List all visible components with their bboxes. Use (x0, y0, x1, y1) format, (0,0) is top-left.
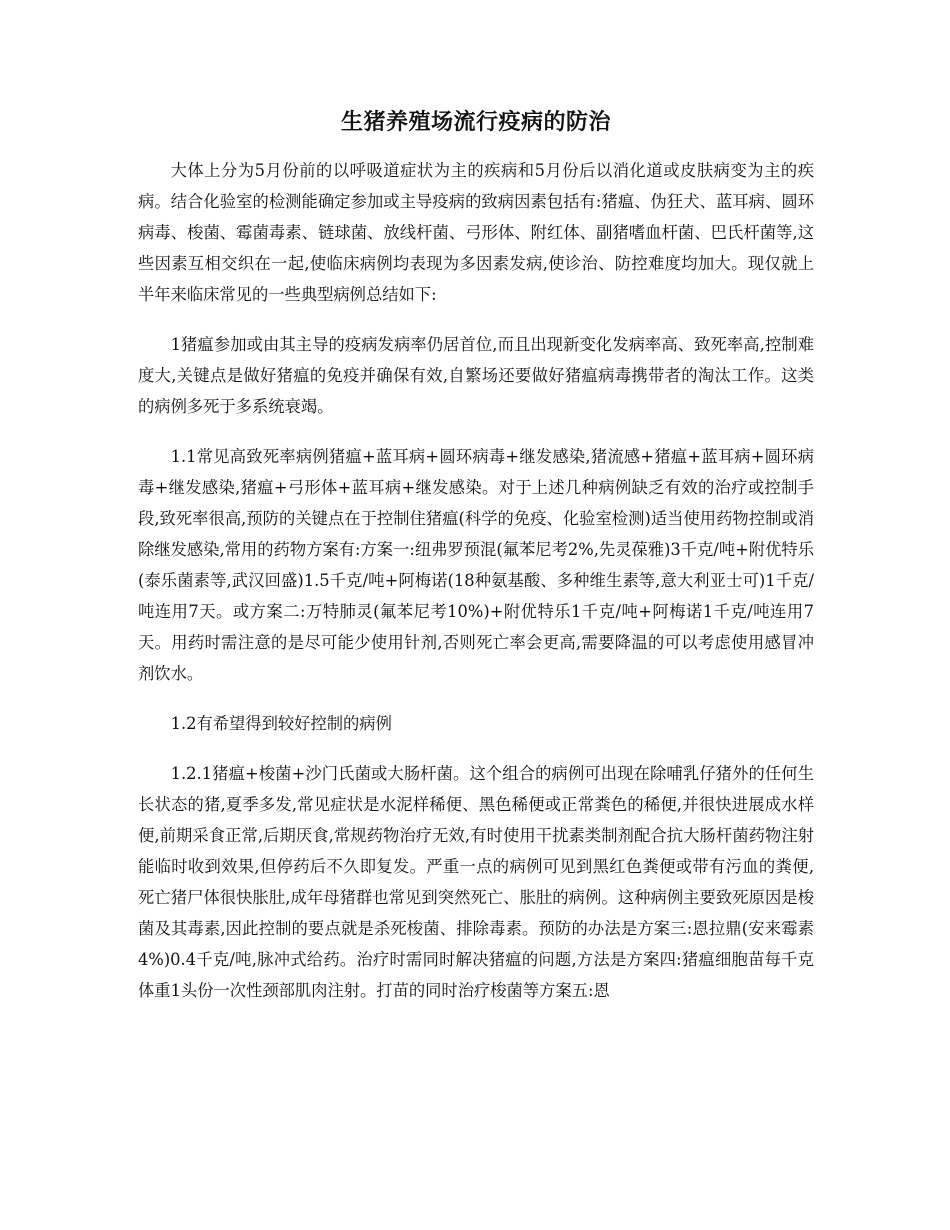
paragraph-section-1-2-1: 1.2.1猪瘟+梭菌+沙门氏菌或大肠杆菌。这个组合的病例可出现在除哺乳仔猪外的任何生长状态的猪,夏季多发,常见症状是水泥样稀便、黑色稀便或正常粪色的稀便,并很快进展成水样便,前期采食正常,后期厌食,常规药物治疗无效,有时使用干扰素类制剂配合抗大肠杆菌药物注射能临时收到效果,但停药后不久即复发。严重一点的病例可见到黑红色粪便或带有污血的粪便,死亡猪尸体很快胀肚,成年母猪群也常见到突然死亡、胀肚的病例。这种病例主要致死原因是梭菌及其毒素,因此控制的要点就是杀死梭菌、排除毒素。预防的办法是方案三:恩拉鼎(安来霉素4%)0.4千克/吨,脉冲式给药。治疗时需同时解决猪瘟的问题,方法是方案四:猪瘟细胞苗每千克体重1头份一次性颈部肌肉注射。打苗的同时治疗梭菌等方案五:恩 (138, 764, 814, 1000)
paragraph-intro: 大体上分为5月份前的以呼吸道症状为主的疾病和5月份后以消化道或皮肤病变为主的疾病。结合化验室的检测能确定参加或主导疫病的致病因素包括有:猪瘟、伪狂犬、蓝耳病、圆环病毒、梭菌、霉菌毒素、链球菌、放线杆菌、弓形体、附红体、副猪嗜血杆菌、巴氏杆菌等,这些因素互相交织在一起,使临床病例均表现为多因素发病,使诊治、防控难度均加大。现仅就上半年来临床常见的一些典型病例总结如下: (138, 161, 814, 304)
paragraph-section-1-1: 1.1常见高致死率病例猪瘟+蓝耳病+圆环病毒+继发感染,猪流感+猪瘟+蓝耳病+圆环病毒+继发感染,猪瘟+弓形体+蓝耳病+继发感染。对于上述几种病例缺乏有效的治疗或控制手段,致死率很高,预防的关键点在于控制住猪瘟(科学的免疫、化验室检测)适当使用药物控制或消除继发感染,常用的药物方案有:方案一:纽弗罗预混(氟苯尼考2%,先灵葆雅)3千克/吨+附优特乐(泰乐菌素等,武汉回盛)1.5千克/吨+阿梅诺(18种氨基酸、多种维生素等,意大利亚士可)1千克/吨连用7天。或方案二:万特肺灵(氟苯尼考10%)+附优特乐1千克/吨+阿梅诺1千克/吨连用7天。用药时需注意的是尽可能少使用针剂,否则死亡率会更高,需要降温的可以考虑使用感冒冲剂饮水。 (138, 447, 814, 683)
paragraph-section-1-2: 1.2有希望得到较好控制的病例 (170, 714, 392, 733)
paragraph-section-1: 1猪瘟参加或由其主导的疫病发病率仍居首位,而且出现新变化发病率高、致死率高,控制难度大,关键点是做好猪瘟的免疫并确保有效,自繁场还要做好猪瘟病毒携带者的淘汰工作。这类的病例多死于多系统衰竭。 (138, 335, 814, 416)
document-page (138, 108, 814, 1025)
document-title: 生猪养殖场流行疫病的防治 (340, 110, 611, 135)
